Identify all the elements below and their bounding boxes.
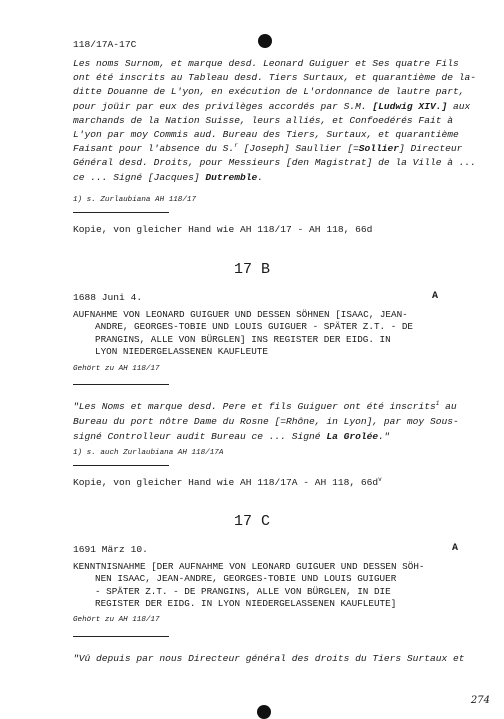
- entry-b-line: "Les Noms et marque desd. Pere et fils Guiguer ont été inscrits$^1$ au: [73, 399, 457, 412]
- entry-b-copy-note: Kopie, von gleicher Hand wie AH 118/17A - AH 118, $66d^v$: [73, 475, 382, 488]
- divider-rule: [73, 636, 169, 637]
- entry-a-line: pour joüir par eux des privilèges accordés par S.M. [Ludwig XIV.] aux: [73, 100, 471, 112]
- divider-rule: [73, 465, 169, 466]
- entry-c-title-line: KENNTNISNAHME [DER AUFNAHME VON LEONARD GUIGUER UND DESSEN SÖH-: [73, 561, 425, 572]
- page-reference: 118/17A-17C: [73, 39, 137, 50]
- entry-b-letter: A: [432, 291, 439, 302]
- entry-a-footnote: 1) s. Zurlaubiana AH 118/17: [73, 196, 197, 204]
- entry-a-copy-note: Kopie, von gleicher Hand wie AH 118/17 - AH 118, 66d: [73, 224, 373, 235]
- entry-a-line: L'yon par moy Commis aud. Bureau des Tiers, Surtaux, et quarantième: [73, 129, 459, 141]
- entry-a-line: ce ... Signé [Jacques] Dutremble.: [73, 171, 264, 183]
- entry-a-line: ont été inscrits au Tableau desd. Tiers Surtaux, et quarantième de la-: [73, 72, 477, 84]
- entry-b-title: [73, 309, 493, 359]
- entry-a-line: marchands de la Nation Suisse, leurs alliés, et Confoedérés Fait à: [73, 114, 453, 126]
- punch-hole-bottom: [257, 705, 271, 719]
- entry-c-title-line: NEN ISAAC, JEAN-ANDRE, GEORGES-TOBIE UND LOUIS GUIGUER: [95, 573, 397, 585]
- entry-c-title-line: - SPÄTER Z.T. - DE PRANGINS, ALLE VON BÜRGLEN, IN DIE: [95, 585, 391, 597]
- divider-rule: [73, 384, 169, 385]
- entry-c-heading: 17 C: [233, 513, 270, 530]
- entry-a-line: Les noms Surnom, et marque desd. Leonard Guiguer et Ses quatre Fils: [73, 58, 459, 69]
- entry-c-text: "Vû depuis par nous Directeur général des droits du Tiers Surtaux et: [73, 653, 465, 664]
- entry-b-text: [73, 399, 493, 444]
- divider-rule: [73, 212, 169, 213]
- entry-a-line: Général desd. Droits, pour Messieurs [den Magistrat] de la Ville à ...: [73, 157, 477, 169]
- entry-b-title-line: AUFNAHME VON LEONARD GUIGUER UND DESSEN SÖHNEN [ISAAC, JEAN-: [73, 309, 408, 320]
- entry-c-date: 1691 März 10.: [73, 544, 148, 555]
- entry-c-title: [73, 561, 493, 611]
- entry-c-title-line: REGISTER DER EIDG. IN LYON NIEDERGELASSENEN KAUFLEUTE]: [95, 598, 397, 610]
- entry-b-line: signé Controlleur audit Bureau ce ... Signé La Grolée.": [73, 431, 390, 442]
- page-number: 274: [470, 695, 490, 706]
- entry-a-text: [73, 57, 493, 185]
- entry-a-line: ditte Douanne de L'yon, en exécution de L'ordonnance de lautre part,: [73, 86, 465, 98]
- entry-b-date: 1688 Juni 4.: [73, 292, 143, 303]
- entry-b-belongs: Gehört zu AH 118/17: [73, 365, 160, 373]
- entry-c-letter: A: [452, 543, 459, 554]
- entry-b-title-line: ANDRE, GEORGES-TOBIE UND LOUIS GUIGUER - SPÄTER Z.T. - DE: [95, 321, 414, 333]
- entry-b-title-line: PRANGINS, ALLE VON BÜRGLEN] INS REGISTER DER EIDG. IN: [95, 333, 391, 345]
- entry-a-line: Faisant pour l'absence du S.$^r$ [Joseph] Saullier [=Sollier] Directeur: [73, 142, 463, 155]
- entry-b-title-line: LYON NIEDERGELASSENEN KAUFLEUTE: [95, 346, 268, 358]
- entry-b-heading: 17 B: [233, 261, 270, 278]
- entry-b-footnote: 1) s. auch Zurlaubiana AH 118/17A: [73, 449, 224, 457]
- entry-b-line: Bureau du port nôtre Dame du Rosne [=Rhône, in Lyon], par moy Sous-: [73, 416, 459, 427]
- entry-c-belongs: Gehört zu AH 118/17: [73, 616, 160, 624]
